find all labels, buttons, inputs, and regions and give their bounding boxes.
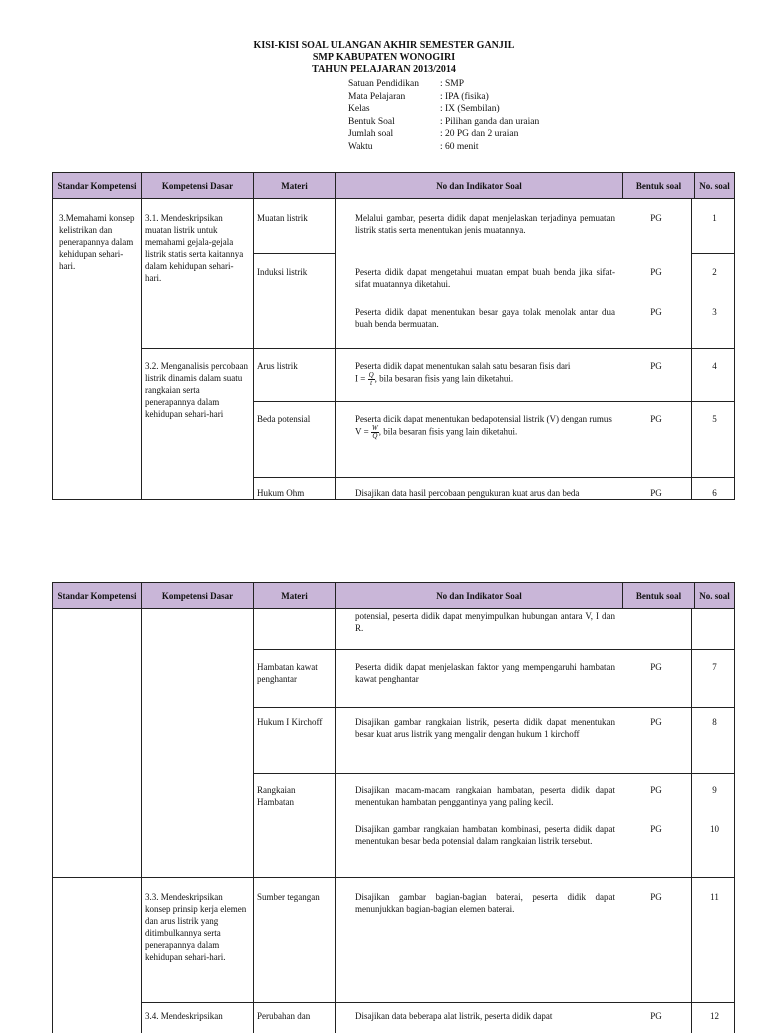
indikator-cell: Peserta didik dapat mengetahui muatan empat buah benda jika sifat-sifat muatannya diketahui. [355,267,615,289]
col-bentuk-soal: Bentuk soal [623,173,695,198]
materi-cell: Induksi listrik [257,267,308,277]
indikator-cell: Disajikan gambar rangkaian listrik, peserta didik dapat menentukan besar kuat arus listrik yang mengalir dengan hukum 1 kirchoff [355,717,615,739]
materi-cell: Hukum I Kirchoff [257,717,323,727]
col-no-soal: No. soal [699,180,730,191]
table-header [53,173,734,199]
formula-fraction [368,372,375,387]
meta-value: : 60 menit [440,141,479,152]
indikator-cell: Peserta didik dapat menjelaskan faktor yang mempengaruhi hambatan kawat penghantar [355,662,615,684]
materi-cell: Rangkaian Hambatan [257,785,296,807]
materi-cell: Hambatan kawat penghantar [257,662,318,684]
meta-value: : IPA (fisika) [440,91,489,102]
indikator-cell [355,360,615,387]
meta-label: Satuan Pendidikan [348,79,419,89]
no-cell: 3 [712,307,717,317]
col-standar-kompetensi: Standar Kompetensi [53,173,142,198]
materi-cell: Arus listrik [257,361,298,371]
fraction-denominator: Q [372,432,378,440]
bentuk-cell: PG [650,488,662,498]
bentuk-cell: PG [650,717,662,727]
materi-cell: Perubahan dan [257,1011,311,1021]
doc-title: KISI-KISI SOAL ULANGAN AKHIR SEMESTER GANJIL [253,40,515,51]
kd-3-3: 3.3. Mendeskripsikan konsep prinsip kerja elemen dan arus listrik yang ditimbulkannya serta penerapannya dalam kehidupan sehari-hari. [145,892,247,962]
meta-value: : IX (Sembilan) [440,104,500,114]
indikator-text: Peserta didik dapat menentukan salah satu besaran fisis dari [355,361,571,371]
no-cell: 12 [710,1011,719,1021]
kisi-table-page2 [52,582,735,1033]
fraction-denominator: t [370,379,373,387]
indikator-cell: Disajikan gambar rangkaian hambatan kombinasi, peserta didik dapat menentukan besar beda potensial dalam rangkaian listrik tersebut. [355,824,615,846]
no-cell: 9 [712,785,717,795]
indikator-cell [355,413,615,440]
no-cell: 6 [712,488,717,498]
no-cell: 7 [712,662,717,672]
no-cell: 1 [712,213,717,223]
col-standar-kompetensi: Standar Kompetensi [53,583,142,608]
materi-cell: Sumber tegangan [257,892,320,902]
bentuk-cell: PG [650,414,662,424]
formula-fraction [371,425,379,440]
no-cell: 2 [712,267,717,277]
bentuk-cell: PG [650,892,662,902]
bentuk-cell: PG [650,824,662,834]
col-indikator: No dan Indikator Soal [336,583,623,608]
bentuk-cell: PG [650,213,662,223]
bentuk-cell: PG [650,267,662,277]
indikator-cell: Peserta didik dapat menentukan besar gaya tolak menolak antar dua buah benda bermuatan. [355,307,615,329]
meta-label: Waktu [348,141,373,152]
doc-school: SMP KABUPATEN WONOGIRI [312,52,456,63]
kd-3-1: 3.1. Mendeskripsikan muatan listrik untuk memahami gejala-gejala listrik statis serta kaitannya dalam kehidupan sehari-hari. [145,213,244,283]
meta-value: : 20 PG dan 2 uraian [440,129,519,139]
indikator-text: Peserta dicik dapat menentukan bedapotensial listrik (V) dengan rumus [355,414,612,424]
meta-label: Jumlah soal [348,129,394,139]
bentuk-cell: PG [650,662,662,672]
meta-label: Mata Pelajaran [348,91,406,102]
formula-lhs: I = [355,373,366,384]
fraction-numerator: Q [368,371,374,379]
indikator-cell: Disajikan data hasil percobaan pengukuran kuat arus dan beda [355,488,580,498]
formula-lhs: V = [355,426,369,437]
col-kompetensi-dasar: Kompetensi Dasar [142,173,254,198]
indikator-text: , bila besaran fisis yang lain diketahui. [374,373,514,384]
table-header [53,583,734,609]
doc-meta [348,78,539,153]
fraction-numerator: W [371,424,378,432]
materi-cell: Hukum Ohm [257,488,305,498]
doc-year: TAHUN PELAJARAN 2013/2014 [312,64,456,75]
col-indikator: No dan Indikator Soal [336,173,623,198]
kd-3-2: 3.2. Menganalisis percobaan listrik dinamis dalam suatu rangkaian serta penerapannya dalam kehidupan sehari-hari [145,361,248,419]
materi-cell: Muatan listrik [257,213,308,223]
no-cell: 8 [712,717,717,727]
meta-value: : Pilihan ganda dan uraian [440,116,540,127]
indikator-cell: Disajikan gambar bagian-bagian baterai, peserta didik dapat menunjukkan bagian-bagian elemen baterai. [355,892,615,914]
no-cell: 10 [710,824,719,834]
col-bentuk-soal: Bentuk soal [623,583,695,608]
sk-text: 3.Memahami konsep kelistrikan dan penerapannya dalam kehidupan sehari-hari. [59,213,135,271]
bentuk-cell: PG [650,1011,662,1021]
no-cell: 5 [712,414,717,424]
indikator-cell: Disajikan data beberapa alat listrik, peserta didik dapat [355,1011,553,1021]
no-cell: 11 [710,892,719,902]
materi-cell: Beda potensial [257,414,311,424]
no-cell: 4 [712,361,717,371]
bentuk-cell: PG [650,785,662,795]
indikator-cell: Melalui gambar, peserta didik dapat menjelaskan terjadinya pemuatan listrik statis serta menentukan jenis muatannya. [355,213,615,235]
bentuk-cell: PG [650,361,662,371]
meta-value: : SMP [440,79,465,89]
meta-label: Kelas [348,104,370,114]
indikator-continuation: potensial, peserta didik dapat menyimpulkan hubungan antara V, I dan R. [355,611,615,633]
col-kompetensi-dasar: Kompetensi Dasar [142,583,254,608]
indikator-text: , bila besaran fisis yang lain diketahui. [378,426,518,437]
meta-label: Bentuk Soal [348,116,395,127]
kisi-table-page1 [52,172,735,500]
col-no-soal: No. soal [699,590,730,601]
indikator-cell: Disajikan macam-macam rangkaian hambatan, peserta didik dapat menentukan hambatan penggantinya yang paling kecil. [355,785,615,807]
col-materi: Materi [254,173,336,198]
kd-3-4: 3.4. Mendeskripsikan [145,1011,223,1021]
col-materi: Materi [254,583,336,608]
bentuk-cell: PG [650,307,662,317]
